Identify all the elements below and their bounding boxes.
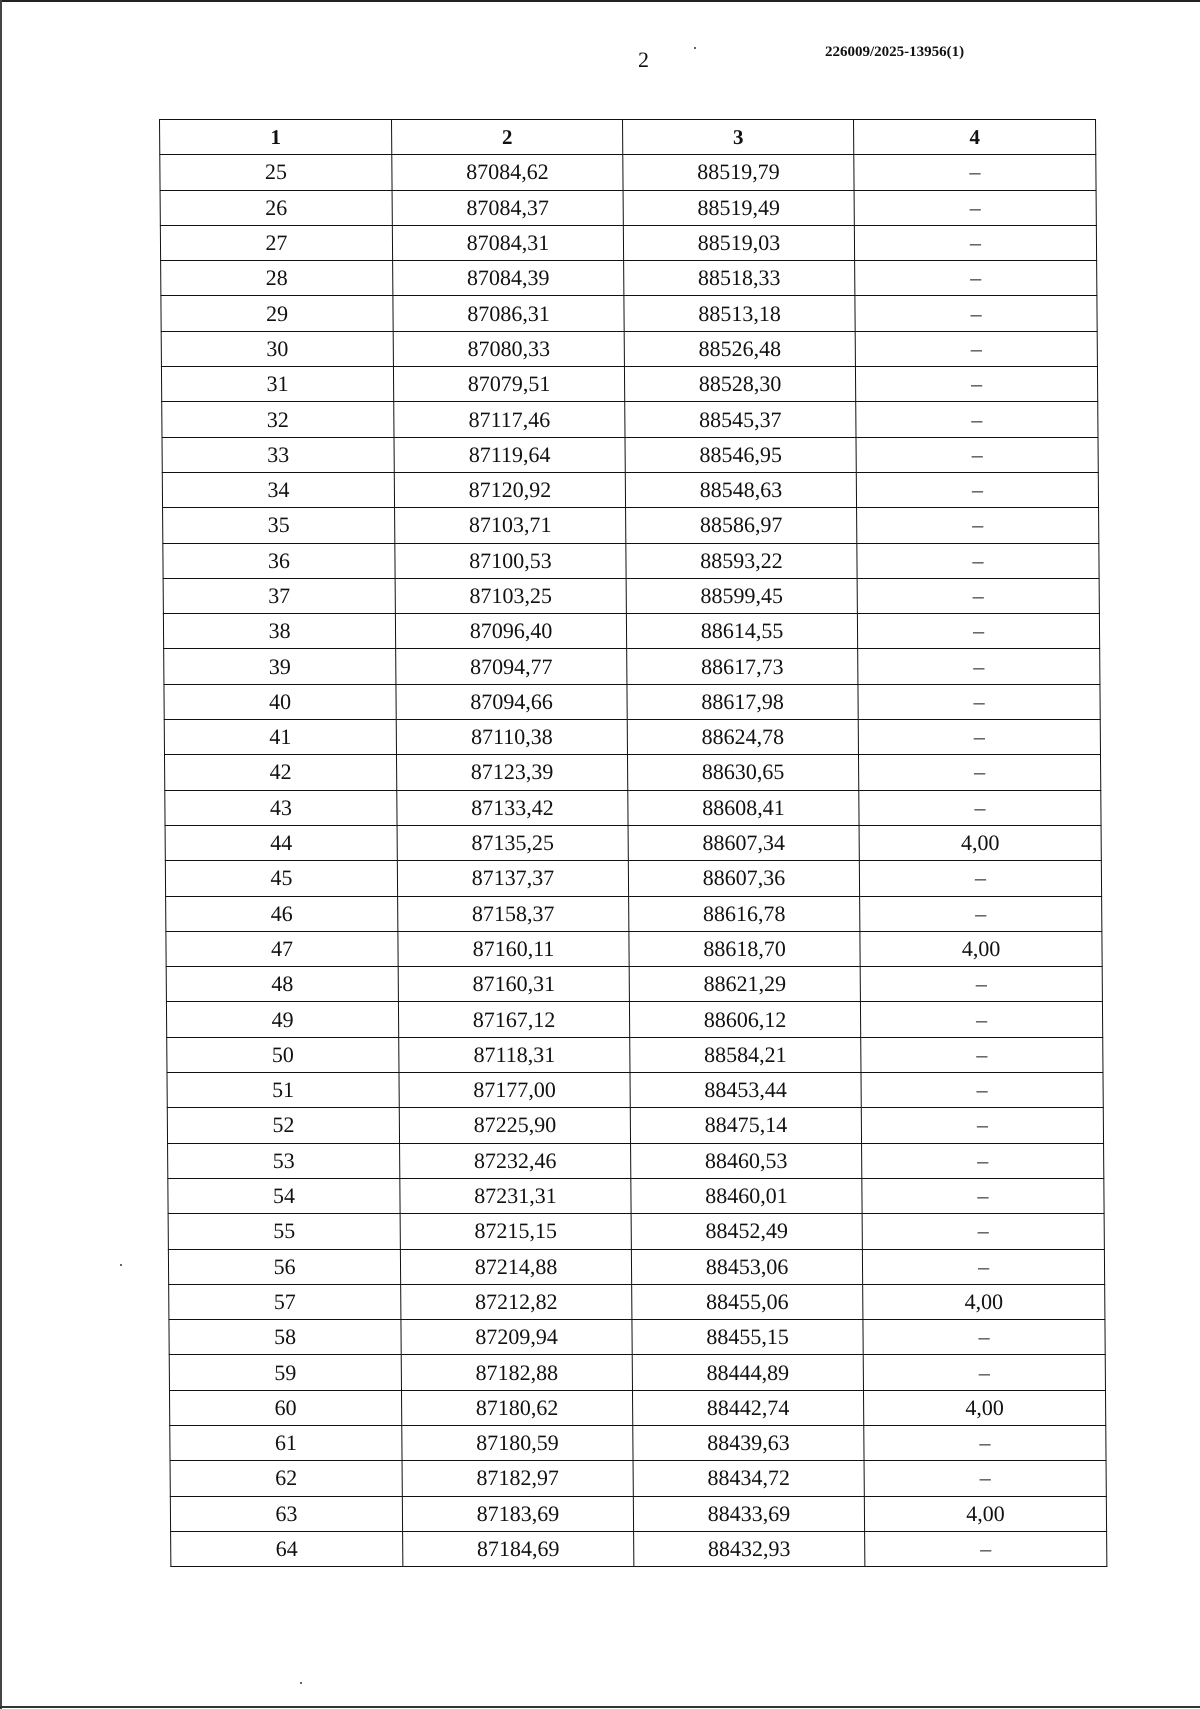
x-coordinate-cell: 87079,51 <box>393 367 624 402</box>
x-coordinate-cell: 87232,46 <box>400 1143 631 1178</box>
accuracy-cell: – <box>864 1461 1106 1496</box>
y-coordinate-cell: 88608,41 <box>628 790 859 825</box>
x-coordinate-cell: 87118,31 <box>399 1037 630 1072</box>
x-coordinate-cell: 87110,38 <box>396 720 627 755</box>
table-row <box>165 861 1101 896</box>
accuracy-cell: – <box>854 225 1096 260</box>
y-coordinate-cell: 88528,30 <box>624 367 855 402</box>
point-number-cell: 40 <box>164 684 396 719</box>
x-coordinate-cell: 87084,39 <box>393 261 624 296</box>
y-coordinate-cell: 88442,74 <box>632 1390 863 1425</box>
point-number-cell: 27 <box>160 225 392 260</box>
column-header-3: 3 <box>623 120 854 155</box>
y-coordinate-cell: 88460,53 <box>631 1143 862 1178</box>
x-coordinate-cell: 87094,77 <box>396 649 627 684</box>
point-number-cell: 31 <box>161 367 393 402</box>
table-row <box>169 1355 1105 1390</box>
y-coordinate-cell: 88460,01 <box>631 1178 862 1213</box>
accuracy-cell: – <box>858 649 1100 684</box>
accuracy-cell: – <box>860 1002 1102 1037</box>
y-coordinate-cell: 88630,65 <box>627 755 858 790</box>
point-number-cell: 50 <box>167 1037 399 1072</box>
table-row <box>166 1002 1102 1037</box>
x-coordinate-cell: 87167,12 <box>398 1002 629 1037</box>
header-row <box>160 120 1096 155</box>
table-row <box>160 190 1096 225</box>
table-row <box>162 437 1098 472</box>
accuracy-cell: – <box>862 1249 1104 1284</box>
table-row <box>164 684 1100 719</box>
y-coordinate-cell: 88617,98 <box>627 684 858 719</box>
table-row <box>168 1178 1104 1213</box>
page-number: 2 <box>638 47 649 72</box>
x-coordinate-cell: 87120,92 <box>394 472 625 507</box>
table-row <box>161 367 1097 402</box>
table-row <box>164 755 1100 790</box>
accuracy-cell: – <box>860 896 1102 931</box>
accuracy-cell: – <box>864 1425 1106 1460</box>
accuracy-cell: – <box>854 190 1096 225</box>
accuracy-cell: – <box>856 472 1098 507</box>
y-coordinate-cell: 88546,95 <box>625 437 856 472</box>
page-top-border <box>0 0 1200 2</box>
accuracy-cell: – <box>855 331 1097 366</box>
y-coordinate-cell: 88584,21 <box>630 1037 861 1072</box>
y-coordinate-cell: 88606,12 <box>629 1002 860 1037</box>
y-coordinate-cell: 88433,69 <box>633 1496 864 1531</box>
table-row <box>168 1249 1104 1284</box>
point-number-cell: 49 <box>166 1002 398 1037</box>
y-coordinate-cell: 88519,03 <box>623 225 854 260</box>
point-number-cell: 29 <box>161 296 393 331</box>
table-row <box>170 1461 1106 1496</box>
accuracy-cell: – <box>861 1108 1103 1143</box>
point-number-cell: 64 <box>171 1531 403 1566</box>
accuracy-cell: – <box>861 1073 1103 1108</box>
point-number-cell: 39 <box>164 649 396 684</box>
point-number-cell: 55 <box>168 1214 400 1249</box>
point-number-cell: 34 <box>162 472 394 507</box>
point-number-cell: 33 <box>162 437 394 472</box>
accuracy-cell: – <box>855 261 1097 296</box>
accuracy-cell: – <box>855 296 1097 331</box>
y-coordinate-cell: 88607,36 <box>628 861 859 896</box>
x-coordinate-cell: 87086,31 <box>393 296 624 331</box>
point-number-cell: 43 <box>165 790 397 825</box>
point-number-cell: 32 <box>162 402 394 437</box>
table-row <box>164 720 1100 755</box>
x-coordinate-cell: 87209,94 <box>401 1320 632 1355</box>
table-row <box>168 1214 1104 1249</box>
point-number-cell: 44 <box>165 825 397 860</box>
accuracy-cell: – <box>858 720 1100 755</box>
point-number-cell: 46 <box>166 896 398 931</box>
column-header-4: 4 <box>854 120 1096 155</box>
x-coordinate-cell: 87184,69 <box>403 1531 634 1566</box>
accuracy-cell: 4,00 <box>863 1390 1105 1425</box>
point-number-cell: 38 <box>163 614 395 649</box>
y-coordinate-cell: 88614,55 <box>626 614 857 649</box>
accuracy-cell: – <box>865 1531 1107 1566</box>
x-coordinate-cell: 87180,62 <box>401 1390 632 1425</box>
table-row <box>165 825 1101 860</box>
point-number-cell: 62 <box>170 1461 402 1496</box>
point-number-cell: 47 <box>166 931 398 966</box>
x-coordinate-cell: 87212,82 <box>401 1284 632 1319</box>
table-row <box>166 967 1102 1002</box>
table-row <box>163 508 1099 543</box>
x-coordinate-cell: 87180,59 <box>402 1425 633 1460</box>
table-row <box>161 296 1097 331</box>
y-coordinate-cell: 88434,72 <box>633 1461 864 1496</box>
y-coordinate-cell: 88453,44 <box>630 1073 861 1108</box>
y-coordinate-cell: 88455,06 <box>632 1284 863 1319</box>
scan-speck <box>120 1264 122 1266</box>
column-header-1: 1 <box>160 120 392 155</box>
accuracy-cell: 4,00 <box>864 1496 1106 1531</box>
point-number-cell: 28 <box>161 261 393 296</box>
x-coordinate-cell: 87103,71 <box>395 508 626 543</box>
accuracy-cell: – <box>856 402 1098 437</box>
x-coordinate-cell: 87137,37 <box>397 861 628 896</box>
table-row <box>163 578 1099 613</box>
accuracy-cell: – <box>862 1178 1104 1213</box>
accuracy-cell: – <box>861 1037 1103 1072</box>
y-coordinate-cell: 88453,06 <box>631 1249 862 1284</box>
point-number-cell: 26 <box>160 190 392 225</box>
table-row <box>167 1108 1103 1143</box>
y-coordinate-cell: 88519,49 <box>623 190 854 225</box>
accuracy-cell: – <box>863 1355 1105 1390</box>
x-coordinate-cell: 87160,31 <box>398 967 629 1002</box>
scan-speck <box>300 1682 302 1684</box>
x-coordinate-cell: 87094,66 <box>396 684 627 719</box>
y-coordinate-cell: 88519,79 <box>623 155 854 190</box>
table-header <box>160 120 1096 155</box>
accuracy-cell: – <box>860 967 1102 1002</box>
accuracy-cell: – <box>856 437 1098 472</box>
point-number-cell: 41 <box>164 720 396 755</box>
table-row <box>166 896 1102 931</box>
accuracy-cell: – <box>855 367 1097 402</box>
x-coordinate-cell: 87182,88 <box>401 1355 632 1390</box>
accuracy-cell: – <box>857 578 1099 613</box>
point-number-cell: 54 <box>168 1178 400 1213</box>
y-coordinate-cell: 88513,18 <box>624 296 855 331</box>
table-row <box>166 931 1102 966</box>
point-number-cell: 37 <box>163 578 395 613</box>
point-number-cell: 57 <box>169 1284 401 1319</box>
y-coordinate-cell: 88444,89 <box>632 1355 863 1390</box>
table-row <box>161 331 1097 366</box>
x-coordinate-cell: 87080,33 <box>393 331 624 366</box>
point-number-cell: 63 <box>170 1496 402 1531</box>
accuracy-cell: 4,00 <box>860 931 1102 966</box>
table-row <box>167 1073 1103 1108</box>
accuracy-cell: – <box>857 543 1099 578</box>
y-coordinate-cell: 88618,70 <box>629 931 860 966</box>
page-bottom-border <box>0 1706 1200 1708</box>
point-number-cell: 42 <box>164 755 396 790</box>
coordinates-table <box>159 119 1107 1567</box>
point-number-cell: 52 <box>167 1108 399 1143</box>
x-coordinate-cell: 87084,31 <box>392 225 623 260</box>
y-coordinate-cell: 88593,22 <box>626 543 857 578</box>
table-row <box>168 1143 1104 1178</box>
x-coordinate-cell: 87225,90 <box>399 1108 630 1143</box>
y-coordinate-cell: 88616,78 <box>629 896 860 931</box>
x-coordinate-cell: 87177,00 <box>399 1073 630 1108</box>
table-row <box>171 1531 1107 1566</box>
point-number-cell: 45 <box>165 861 397 896</box>
accuracy-cell: – <box>857 508 1099 543</box>
y-coordinate-cell: 88526,48 <box>624 331 855 366</box>
table-row <box>169 1390 1105 1425</box>
y-coordinate-cell: 88545,37 <box>625 402 856 437</box>
table-row <box>161 261 1097 296</box>
table-row <box>165 790 1101 825</box>
y-coordinate-cell: 88432,93 <box>634 1531 865 1566</box>
table-row <box>160 225 1096 260</box>
scan-speck <box>694 47 696 49</box>
table-row <box>163 543 1099 578</box>
accuracy-cell: – <box>858 755 1100 790</box>
point-number-cell: 36 <box>163 543 395 578</box>
accuracy-cell: – <box>858 684 1100 719</box>
x-coordinate-cell: 87133,42 <box>397 790 628 825</box>
y-coordinate-cell: 88518,33 <box>624 261 855 296</box>
x-coordinate-cell: 87158,37 <box>398 896 629 931</box>
x-coordinate-cell: 87096,40 <box>395 614 626 649</box>
table-row <box>162 472 1098 507</box>
y-coordinate-cell: 88548,63 <box>625 472 856 507</box>
point-number-cell: 35 <box>163 508 395 543</box>
x-coordinate-cell: 87100,53 <box>395 543 626 578</box>
x-coordinate-cell: 87183,69 <box>402 1496 633 1531</box>
point-number-cell: 60 <box>169 1390 401 1425</box>
y-coordinate-cell: 88607,34 <box>628 825 859 860</box>
point-number-cell: 25 <box>160 155 392 190</box>
table-row <box>160 155 1096 190</box>
x-coordinate-cell: 87135,25 <box>397 825 628 860</box>
x-coordinate-cell: 87123,39 <box>396 755 627 790</box>
x-coordinate-cell: 87084,37 <box>392 190 623 225</box>
y-coordinate-cell: 88586,97 <box>626 508 857 543</box>
table-body <box>160 155 1107 1567</box>
y-coordinate-cell: 88439,63 <box>633 1425 864 1460</box>
accuracy-cell: – <box>862 1214 1104 1249</box>
x-coordinate-cell: 87103,25 <box>395 578 626 613</box>
x-coordinate-cell: 87119,64 <box>394 437 625 472</box>
table-row <box>170 1425 1106 1460</box>
x-coordinate-cell: 87084,62 <box>392 155 623 190</box>
y-coordinate-cell: 88455,15 <box>632 1320 863 1355</box>
document-number: 226009/2025-13956(1) <box>825 44 965 60</box>
table-row <box>162 402 1098 437</box>
accuracy-cell: – <box>859 861 1101 896</box>
x-coordinate-cell: 87231,31 <box>400 1178 631 1213</box>
y-coordinate-cell: 88599,45 <box>626 578 857 613</box>
x-coordinate-cell: 87214,88 <box>400 1249 631 1284</box>
point-number-cell: 30 <box>161 331 393 366</box>
point-number-cell: 61 <box>170 1425 402 1460</box>
accuracy-cell: – <box>857 614 1099 649</box>
table-row <box>164 649 1100 684</box>
point-number-cell: 48 <box>166 967 398 1002</box>
page-left-border <box>0 0 2 1709</box>
accuracy-cell: – <box>854 155 1096 190</box>
table-row <box>167 1037 1103 1072</box>
point-number-cell: 51 <box>167 1073 399 1108</box>
y-coordinate-cell: 88621,29 <box>629 967 860 1002</box>
table-row <box>163 614 1099 649</box>
table-row <box>169 1284 1105 1319</box>
accuracy-cell: 4,00 <box>863 1284 1105 1319</box>
accuracy-cell: – <box>863 1320 1105 1355</box>
x-coordinate-cell: 87160,11 <box>398 931 629 966</box>
y-coordinate-cell: 88475,14 <box>630 1108 861 1143</box>
y-coordinate-cell: 88452,49 <box>631 1214 862 1249</box>
x-coordinate-cell: 87215,15 <box>400 1214 631 1249</box>
x-coordinate-cell: 87117,46 <box>394 402 625 437</box>
accuracy-cell: – <box>859 790 1101 825</box>
point-number-cell: 56 <box>168 1249 400 1284</box>
y-coordinate-cell: 88624,78 <box>627 720 858 755</box>
table-row <box>169 1320 1105 1355</box>
point-number-cell: 58 <box>169 1320 401 1355</box>
column-header-2: 2 <box>392 120 623 155</box>
point-number-cell: 59 <box>169 1355 401 1390</box>
y-coordinate-cell: 88617,73 <box>627 649 858 684</box>
table-row <box>170 1496 1106 1531</box>
point-number-cell: 53 <box>168 1143 400 1178</box>
accuracy-cell: – <box>862 1143 1104 1178</box>
accuracy-cell: 4,00 <box>859 825 1101 860</box>
x-coordinate-cell: 87182,97 <box>402 1461 633 1496</box>
